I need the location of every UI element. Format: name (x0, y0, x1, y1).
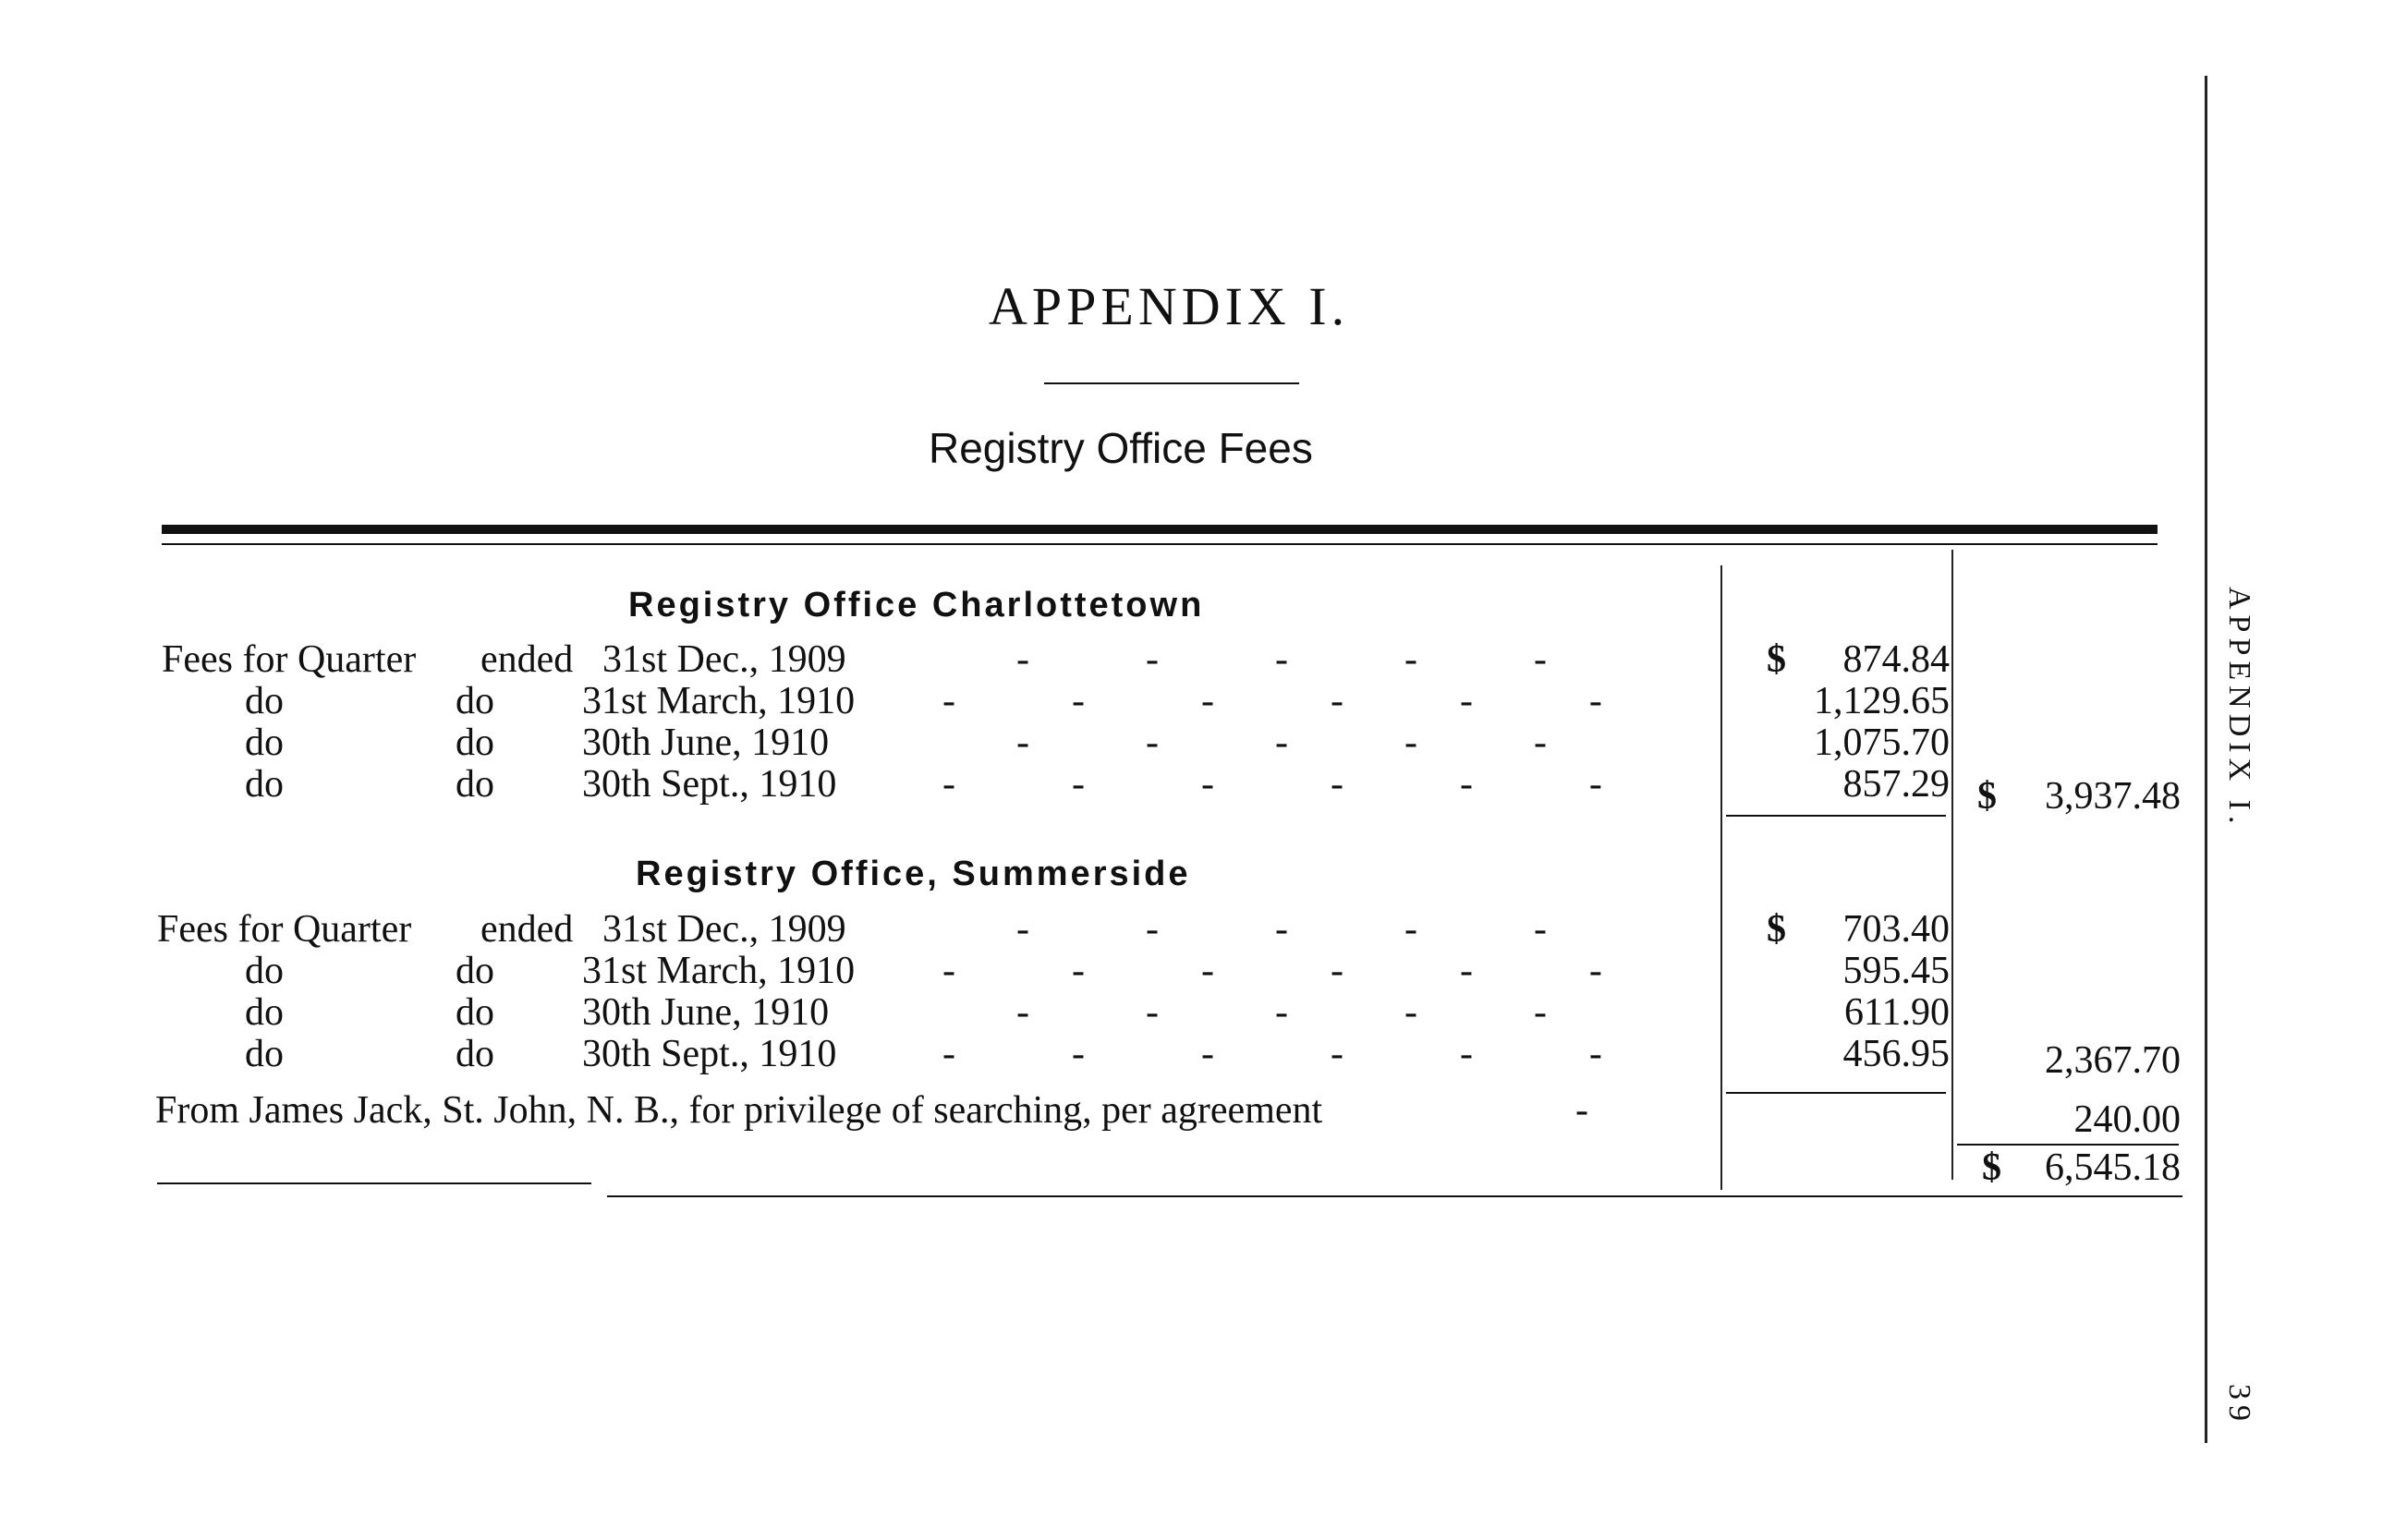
page-heading: APPENDIX I. (989, 276, 1350, 336)
bottom-rule-main (607, 1195, 2182, 1197)
dot-leader: - - - - - (1016, 721, 1547, 764)
row-date: 31st March, 1910 (582, 950, 856, 992)
row-label: do (245, 680, 284, 722)
row-label: do (245, 950, 284, 992)
dollar-sign: $ (1977, 775, 1997, 818)
row-label: Fees for Quarter (157, 908, 412, 951)
dot-leader: - - - - - (1016, 908, 1547, 951)
dot-leader: - (1575, 1089, 1588, 1132)
row-amount: 1,129.65 (1814, 680, 1950, 722)
row-date: 31st Dec., 1909 (602, 638, 846, 681)
row-ended: do (456, 721, 494, 764)
row-ended: do (456, 950, 494, 992)
james-jack-amount: 240.00 (2073, 1098, 2181, 1141)
row-ended: do (456, 991, 494, 1034)
row-amount: 857.29 (1842, 763, 1950, 806)
section-total: 3,937.48 (2045, 775, 2181, 818)
row-label: do (245, 1033, 284, 1075)
row-ended: ended (480, 638, 574, 681)
row-ended: ended (480, 908, 574, 951)
row-ended: do (456, 763, 494, 806)
row-amount: 456.95 (1842, 1033, 1950, 1075)
top-thick-rule (162, 525, 2158, 534)
dot-leader: - - - - - - (942, 950, 1602, 992)
top-thin-rule (162, 543, 2158, 545)
row-date: 31st March, 1910 (582, 680, 856, 722)
bottom-rule-left (157, 1182, 591, 1184)
row-amount: 1,075.70 (1814, 721, 1950, 764)
column-divider-totals (1951, 550, 1953, 1180)
dot-leader: - - - - - - (942, 680, 1602, 722)
row-label: do (245, 763, 284, 806)
subtotal-rule (1726, 815, 1946, 817)
dot-leader: - - - - - - (942, 1033, 1602, 1075)
dot-leader: - - - - - (1016, 638, 1547, 681)
row-amount: 874.84 (1842, 638, 1950, 681)
james-jack-label: From James Jack, St. John, N. B., for privilege of searching, per agreement (155, 1089, 1323, 1132)
dot-leader: - - - - - - (942, 763, 1602, 806)
row-date: 30th June, 1910 (582, 991, 830, 1034)
row-label: do (245, 721, 284, 764)
dollar-sign: $ (1767, 638, 1786, 681)
section-title-charlottetown: Registry Office Charlottetown (628, 586, 1205, 624)
row-date: 30th Sept., 1910 (582, 763, 837, 806)
row-amount: 595.45 (1842, 950, 1950, 992)
row-amount: 611.90 (1844, 991, 1950, 1034)
page-number: 39 (2222, 1384, 2256, 1426)
dollar-sign: $ (1767, 908, 1786, 951)
row-label: do (245, 991, 284, 1034)
row-amount: 703.40 (1842, 908, 1950, 951)
row-date: 30th Sept., 1910 (582, 1033, 837, 1075)
dot-leader: - - - - - (1016, 991, 1547, 1034)
heading-rule (1044, 382, 1299, 384)
grand-total: 6,545.18 (2045, 1146, 2181, 1189)
row-date: 30th June, 1910 (582, 721, 830, 764)
row-ended: do (456, 1033, 494, 1075)
dollar-sign: $ (1982, 1146, 2001, 1189)
row-label: Fees for Quarter (162, 638, 417, 681)
section-total: 2,367.70 (2045, 1039, 2181, 1082)
column-divider-amounts (1720, 565, 1722, 1190)
section-title-summerside: Registry Office, Summerside (636, 855, 1191, 893)
row-ended: do (456, 680, 494, 722)
row-date: 31st Dec., 1909 (602, 908, 846, 951)
subtotal-rule (1726, 1092, 1946, 1094)
side-label: APPENDIX I. (2222, 587, 2256, 830)
page-subheading: Registry Office Fees (929, 424, 1313, 472)
page-margin-line (2205, 76, 2207, 1443)
